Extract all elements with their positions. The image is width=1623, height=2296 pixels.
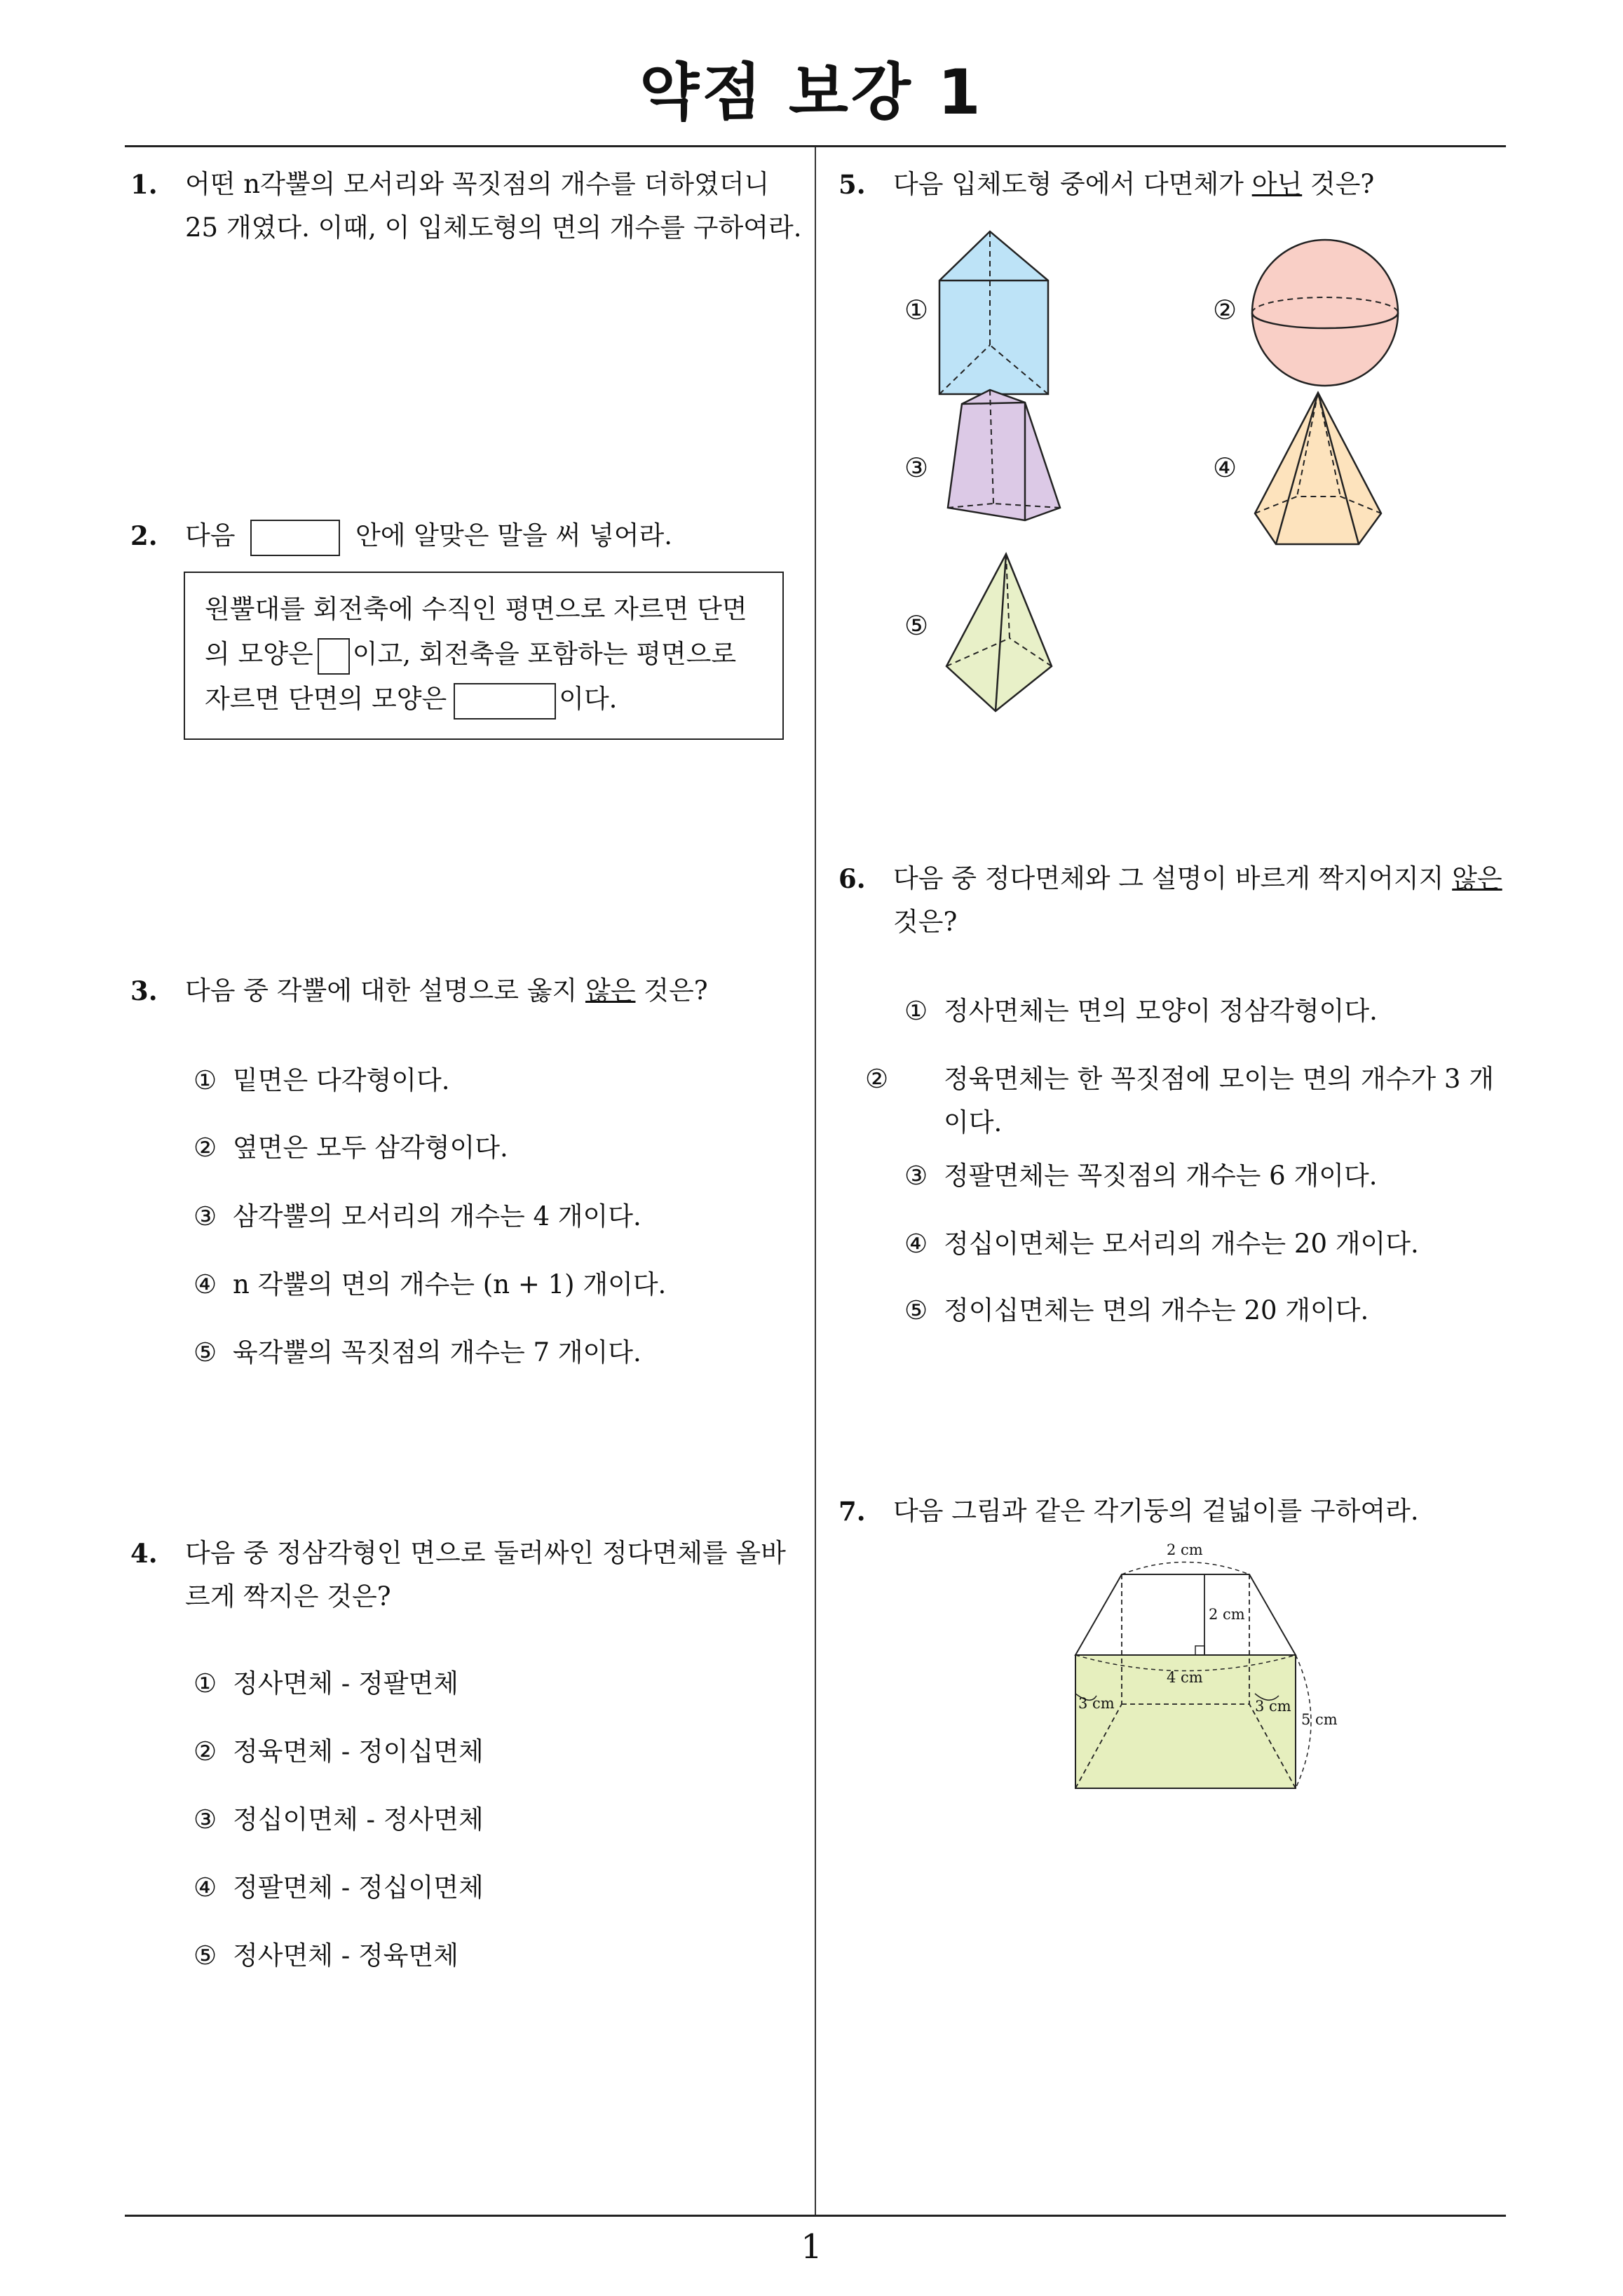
frustum-shape[interactable] bbox=[948, 390, 1088, 530]
shape-mark-4[interactable]: ④ bbox=[1213, 452, 1237, 483]
underlined-word: 아닌 bbox=[1251, 169, 1303, 199]
shape-mark-5[interactable]: ⑤ bbox=[904, 610, 929, 641]
question-7 bbox=[838, 1490, 1512, 1533]
option-2[interactable]: ② 옆면은 모두 삼각형이다. bbox=[193, 1133, 508, 1163]
page-title: 약점 보강 1 bbox=[639, 56, 984, 128]
option-3[interactable]: ③ 정팔면체는 꼭짓점의 개수는 6 개이다. bbox=[904, 1161, 1378, 1191]
question-number: 1. bbox=[130, 169, 158, 200]
option-1[interactable]: ① 정사면체 - 정팔면체 bbox=[193, 1668, 459, 1699]
shape-mark-3[interactable]: ③ bbox=[904, 452, 929, 483]
box-line: 이다. bbox=[559, 684, 618, 714]
question-text: 것은? bbox=[893, 907, 958, 937]
shape-mark-1[interactable]: ① bbox=[904, 295, 929, 325]
question-text: 것은? bbox=[1310, 169, 1375, 199]
box-line: 의 모양은 bbox=[205, 639, 313, 669]
option-4[interactable]: ④ 정팔면체 - 정십이면체 bbox=[193, 1872, 484, 1903]
dimension-label-side: 5 cm bbox=[1301, 1711, 1338, 1728]
question-number: 2. bbox=[130, 520, 158, 551]
hexagonal-pyramid-shape[interactable] bbox=[1255, 393, 1388, 554]
question-text: 안에 알맞은 말을 써 넣어라. bbox=[355, 520, 672, 551]
option-4[interactable]: ④ 정십이면체는 모서리의 개수는 20 개이다. bbox=[904, 1229, 1419, 1259]
trapezoid-prism-figure bbox=[1066, 1543, 1360, 1809]
option-2[interactable]: ② 정육면체 - 정이십면체 bbox=[193, 1736, 484, 1767]
question-number: 4. bbox=[130, 1538, 158, 1569]
question-1 bbox=[130, 163, 803, 250]
bottom-rule bbox=[125, 2215, 1506, 2217]
question-5 bbox=[838, 163, 1512, 206]
question-4 bbox=[130, 1532, 803, 1619]
page-number: 1 bbox=[801, 2227, 822, 2267]
question-number: 5. bbox=[838, 169, 866, 200]
box-line: 이고, 회전축을 포함하는 평면으로 bbox=[352, 639, 737, 669]
square-pyramid-shape[interactable] bbox=[946, 554, 1073, 715]
option-1[interactable]: ① 정사면체는 면의 모양이 정삼각형이다. bbox=[904, 996, 1378, 1026]
dimension-label-middle: 4 cm bbox=[1167, 1669, 1203, 1686]
shape-mark-2[interactable]: ② bbox=[1213, 295, 1237, 325]
question-text: 것은? bbox=[644, 975, 708, 1006]
answer-blank bbox=[454, 683, 556, 720]
question-number: 6. bbox=[838, 863, 866, 894]
dimension-label-left: 3 cm bbox=[1078, 1695, 1115, 1712]
option-4[interactable]: ④ n 각뿔의 면의 개수는 (n + 1) 개이다. bbox=[193, 1269, 667, 1299]
question-number: 7. bbox=[838, 1496, 866, 1527]
question-6 bbox=[838, 857, 1512, 944]
underlined-word: 않은 bbox=[585, 975, 636, 1006]
answer-blank bbox=[318, 638, 350, 675]
sphere-shape[interactable] bbox=[1249, 237, 1411, 398]
question-2 bbox=[130, 514, 803, 558]
question-text: 다음 입체도형 중에서 다면체가 bbox=[893, 169, 1244, 199]
box-line: 자르면 단면의 모양은 bbox=[205, 684, 447, 714]
answer-blank bbox=[250, 520, 340, 556]
question-text: 다음 중 정삼각형인 면으로 둘러싸인 정다면체를 올바르게 짝지은 것은? bbox=[185, 1538, 786, 1612]
dimension-label-height: 2 cm bbox=[1209, 1606, 1245, 1623]
option-5[interactable]: ⑤ 육각뿔의 꼭짓점의 개수는 7 개이다. bbox=[193, 1337, 641, 1368]
question-number: 3. bbox=[130, 975, 158, 1006]
question-2-box bbox=[184, 572, 784, 740]
option-5[interactable]: ⑤ 정이십면체는 면의 개수는 20 개이다. bbox=[904, 1295, 1369, 1325]
option-2[interactable]: ② 정육면체는 한 꼭짓점에 모이는 면의 개수가 3 개이다. bbox=[865, 1064, 1494, 1137]
option-3[interactable]: ③ 정십이면체 - 정사면체 bbox=[193, 1804, 484, 1835]
question-text: 다음 중 각뿔에 대한 설명으로 옳지 bbox=[185, 975, 578, 1006]
underlined-word: 않은 bbox=[1452, 863, 1502, 893]
column-divider bbox=[815, 147, 816, 2215]
dimension-label-top: 2 cm bbox=[1164, 1541, 1206, 1558]
question-text: 어떤 n각뿔의 모서리와 꼭짓점의 개수를 더하였더니 25 개였다. 이때, 이 입체도형의 면의 개수를 구하여라. bbox=[185, 169, 802, 243]
question-3 bbox=[130, 969, 803, 1013]
box-line: 원뿔대를 회전축에 수직인 평면으로 자르면 단면 bbox=[205, 594, 747, 624]
dimension-label-right: 3 cm bbox=[1255, 1698, 1291, 1715]
option-3[interactable]: ③ 삼각뿔의 모서리의 개수는 4 개이다. bbox=[193, 1201, 641, 1231]
question-text: 다음 중 정다면체와 그 설명이 바르게 짝지어지지 bbox=[893, 863, 1444, 893]
question-text: 다음 bbox=[185, 520, 236, 551]
option-5[interactable]: ⑤ 정사면체 - 정육면체 bbox=[193, 1940, 459, 1971]
option-1[interactable]: ① 밑면은 다각형이다. bbox=[193, 1065, 450, 1095]
question-text: 다음 그림과 같은 각기둥의 겉넓이를 구하여라. bbox=[893, 1496, 1419, 1526]
triangular-prism-shape[interactable] bbox=[939, 231, 1066, 400]
